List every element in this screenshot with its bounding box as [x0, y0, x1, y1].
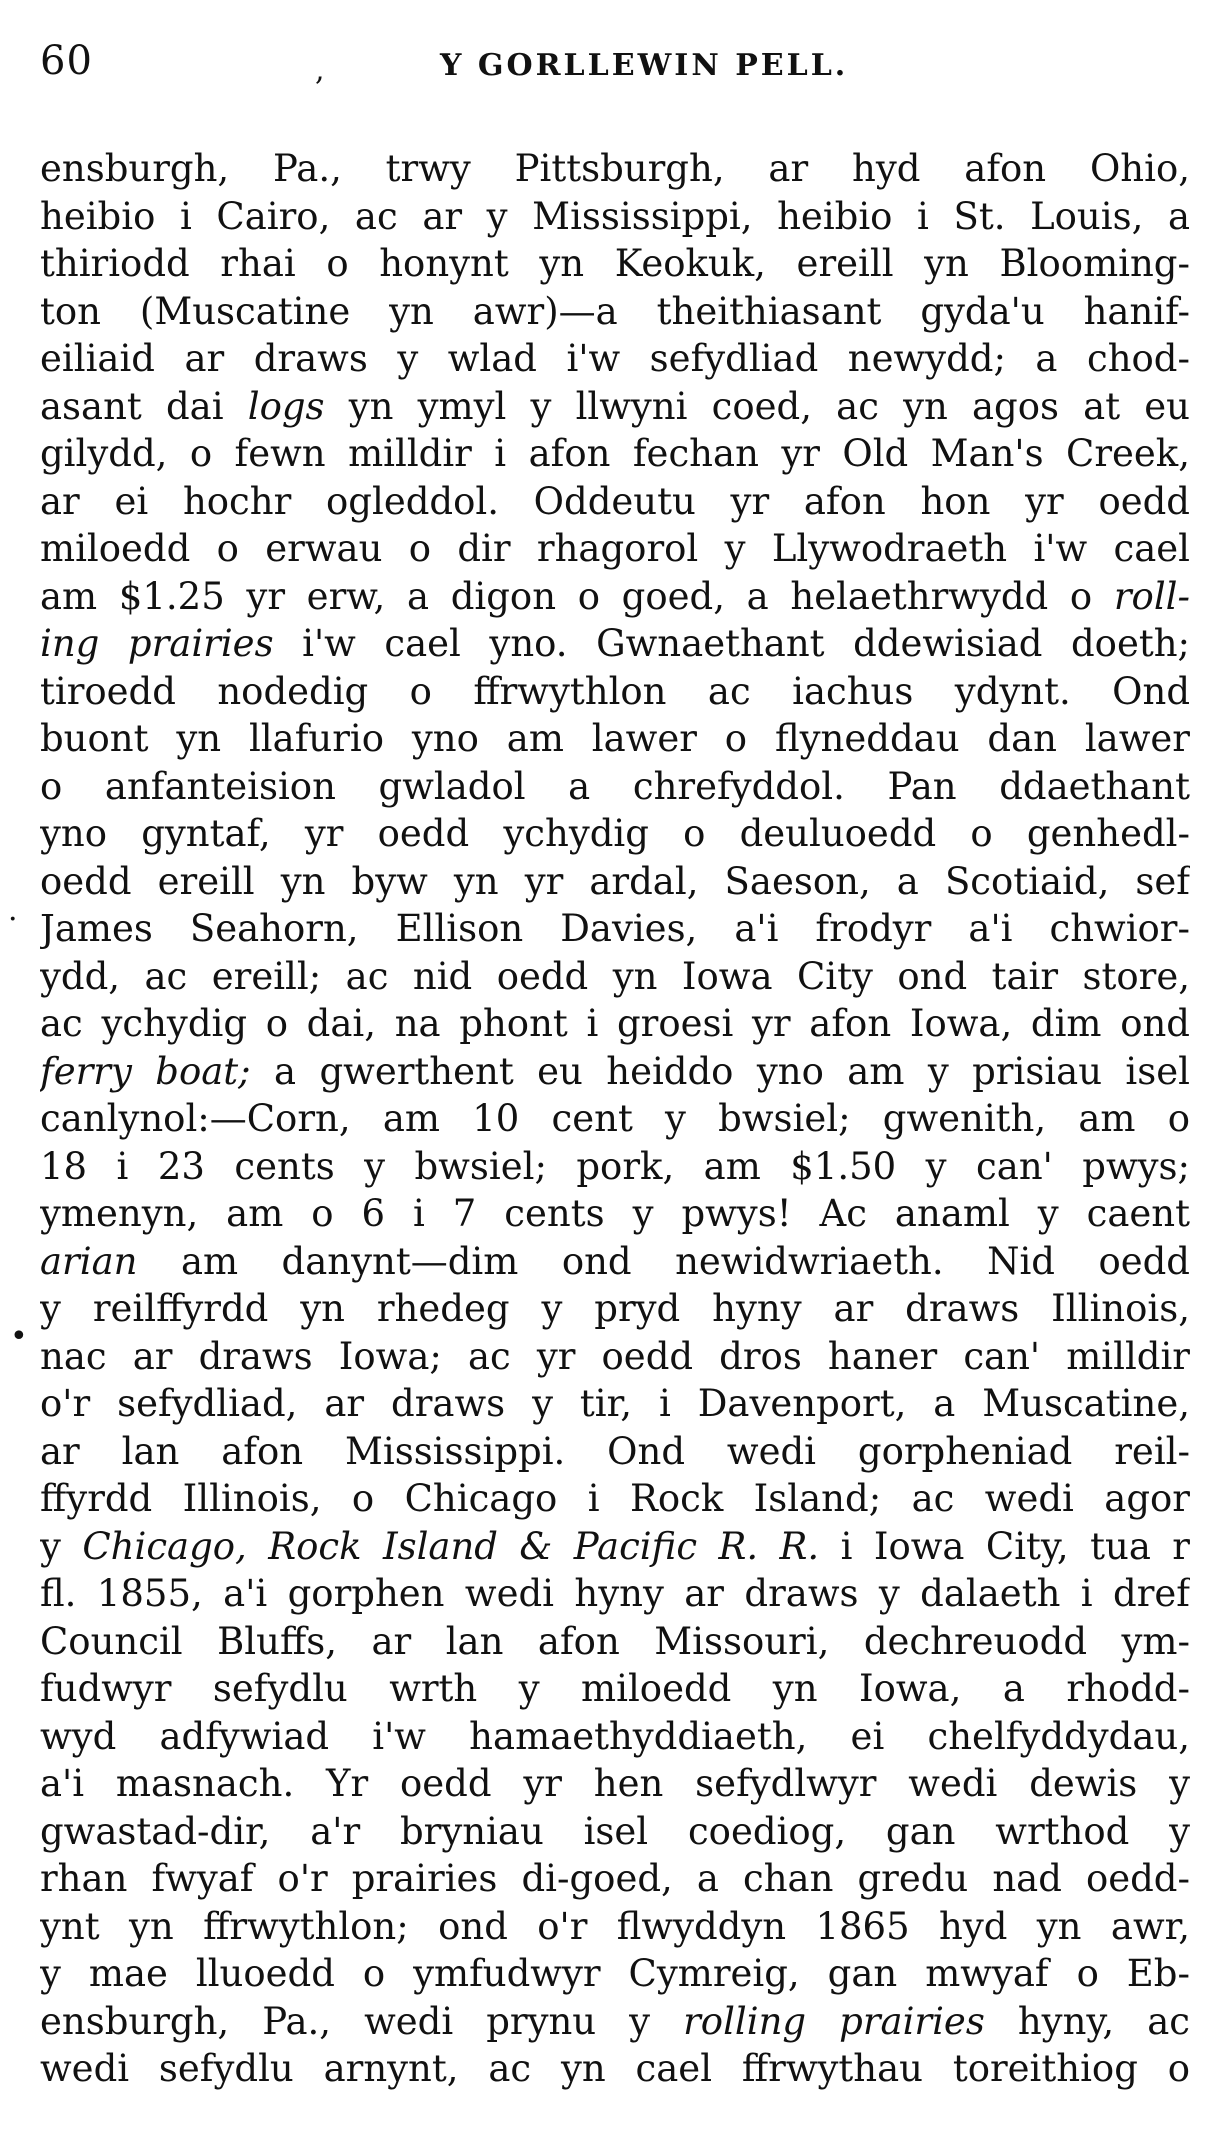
text-run: y reilffyrdd yn rhedeg y pryd hyny ar draws Illinois,	[40, 1287, 1190, 1330]
text-line	[40, 1998, 1190, 2046]
text-line	[40, 1190, 1190, 1238]
text-line	[40, 288, 1190, 336]
text-line	[40, 478, 1190, 526]
text-run: canlynol:—Corn, am 10 cent y bwsiel; gwenith, am o	[40, 1097, 1190, 1140]
text-line	[40, 620, 1190, 668]
text-line	[40, 1285, 1190, 1333]
italic-text: rolling prairies	[683, 1999, 985, 2043]
page-header	[40, 38, 1190, 98]
text-run: ac ychydig o dai, na phont i groesi yr afon Iowa, dim ond	[40, 1002, 1190, 1045]
text-run: ensburgh, Pa., wedi prynu y	[40, 1999, 684, 2043]
text-line	[40, 1665, 1190, 1713]
text-run: thiriodd rhai o honynt yn Keokuk, ereill yn Blooming-	[40, 242, 1190, 285]
text-line	[40, 2045, 1190, 2093]
text-line	[40, 335, 1190, 383]
text-line	[40, 383, 1190, 431]
text-run: o anfanteision gwladol a chrefyddol. Pan ddaethant	[40, 764, 1190, 808]
text-run: y mae lluoedd o ymfudwyr Cymreig, gan mwyaf o Eb-	[40, 1952, 1190, 1995]
text-line	[40, 1523, 1190, 1571]
text-run: i'w cael yno. Gwnaethant ddewisiad doeth;	[273, 622, 1190, 665]
text-line	[40, 1618, 1190, 1666]
text-line	[40, 953, 1190, 1001]
text-run: James Seahorn, Ellison Davies, a'i frodyr a'i chwior-	[40, 907, 1190, 950]
text-line	[40, 1048, 1190, 1096]
text-line	[40, 430, 1190, 478]
text-run: wyd adfywiad i'w hamaethyddiaeth, ei chelfyddydau,	[40, 1714, 1190, 1758]
text-run: ymenyn, am o 6 i 7 cents y pwys! Ac anaml y caent	[40, 1192, 1190, 1235]
text-line	[40, 240, 1190, 288]
page-number: 60	[40, 38, 93, 84]
text-run: a gwerthent eu heiddo yno am y prisiau isel	[250, 1049, 1190, 1093]
header-tick-mark: ,	[315, 53, 325, 88]
text-line	[40, 715, 1190, 763]
text-run: fl. 1855, a'i gorphen wedi hyny ar draws y dalaeth i dref	[40, 1572, 1190, 1615]
text-run: wedi sefydlu arnynt, ac yn cael ffrwythau toreithiog o	[40, 2047, 1190, 2090]
text-run: miloedd o erwau o dir rhagorol y Llywodraeth i'w cael	[40, 527, 1190, 570]
text-run: ton (Muscatine yn awr)—a theithiasant gyda'u hanif-	[40, 289, 1190, 333]
text-run: Council Bluffs, ar lan afon Missouri, dechreuodd ym-	[40, 1619, 1190, 1663]
margin-bullet-mark: •	[10, 1319, 28, 1354]
text-run: ffyrdd Illinois, o Chicago i Rock Island; ac wedi agor	[40, 1477, 1190, 1520]
text-line	[40, 1950, 1190, 1998]
text-line	[40, 905, 1190, 953]
text-run: ar ei hochr ogleddol. Oddeutu yr afon hon yr oedd	[40, 479, 1190, 523]
text-run: y	[40, 1524, 83, 1568]
text-run: hyny, ac	[984, 1999, 1190, 2043]
text-run: fudwyr sefydlu wrth y miloedd yn Iowa, a rhodd-	[40, 1667, 1190, 1710]
text-run: ydd, ac ereill; ac nid oedd yn Iowa City ond tair store,	[40, 954, 1190, 998]
text-line	[40, 1428, 1190, 1476]
text-run: yn ymyl y llwyni coed, ac yn agos at eu	[324, 384, 1190, 428]
text-run: yno gyntaf, yr oedd ychydig o deuluoedd o genhedl-	[40, 812, 1190, 855]
text-line	[40, 1713, 1190, 1761]
text-run: am $1.25 yr erw, a digon o goed, a helaethrwydd o	[40, 574, 1114, 618]
italic-text: ferry boat;	[40, 1049, 251, 1093]
text-run: am danynt—dim ond newidwriaeth. Nid oedd	[137, 1239, 1190, 1283]
text-run: ensburgh, Pa., trwy Pittsburgh, ar hyd afon Ohio,	[40, 147, 1190, 190]
text-run: tiroedd nodedig o ffrwythlon ac iachus ydynt. Ond	[40, 669, 1190, 713]
text-run: heibio i Cairo, ac ar y Mississippi, heibio i St. Louis, a	[40, 194, 1190, 238]
text-line	[40, 858, 1190, 906]
text-line	[40, 145, 1190, 193]
text-line	[40, 573, 1190, 621]
text-run: i Iowa City, tua r	[819, 1524, 1190, 1568]
text-run: ar lan afon Mississippi. Ond wedi gorpheniad reil-	[40, 1429, 1190, 1473]
text-run: rhan fwyaf o'r prairies di-goed, a chan gredu nad oedd-	[40, 1857, 1190, 1900]
text-run: oedd ereill yn byw yn yr ardal, Saeson, a Scotiaid, sef	[40, 859, 1190, 903]
text-run: eiliaid ar draws y wlad i'w sefydliad newydd; a chod-	[40, 337, 1190, 380]
text-line	[40, 1143, 1190, 1191]
text-line	[40, 1475, 1190, 1523]
text-line	[40, 1095, 1190, 1143]
text-run: ynt yn ffrwythlon; ond o'r flwyddyn 1865 hyd yn awr,	[40, 1904, 1190, 1948]
italic-text: roll-	[1113, 574, 1190, 618]
text-line	[40, 1000, 1190, 1048]
text-run: gwastad-dir, a'r bryniau isel coediog, gan wrthod y	[40, 1809, 1190, 1853]
text-line	[40, 1855, 1190, 1903]
text-line	[40, 525, 1190, 573]
text-line	[40, 1380, 1190, 1428]
text-line	[40, 1333, 1190, 1381]
text-line	[40, 1238, 1190, 1286]
running-title: Y GORLLEWIN PELL.	[440, 48, 849, 83]
text-run: asant dai	[40, 384, 248, 428]
text-line	[40, 1808, 1190, 1856]
text-line	[40, 193, 1190, 241]
text-line	[40, 1760, 1190, 1808]
text-run: gilydd, o fewn milldir i afon fechan yr Old Man's Creek,	[40, 432, 1190, 475]
body-text	[40, 145, 1190, 2093]
italic-text: logs	[247, 384, 325, 428]
text-run: 18 i 23 cents y bwsiel; pork, am $1.50 y can' pwys;	[40, 1144, 1190, 1188]
italic-text: ing prairies	[40, 622, 274, 665]
italic-text: Chicago, Rock Island & Pacific R. R.	[82, 1524, 820, 1568]
text-line	[40, 810, 1190, 858]
margin-dot-mark: ·	[8, 902, 18, 937]
text-run: nac ar draws Iowa; ac yr oedd dros haner can' milldir	[40, 1334, 1190, 1378]
italic-text: arian	[40, 1239, 138, 1283]
text-line	[40, 1570, 1190, 1618]
text-line	[40, 763, 1190, 811]
text-run: o'r sefydliad, ar draws y tir, i Davenport, a Muscatine,	[40, 1382, 1190, 1425]
text-run: a'i masnach. Yr oedd yr hen sefydlwyr wedi dewis y	[40, 1762, 1190, 1805]
text-line	[40, 1903, 1190, 1951]
text-line	[40, 668, 1190, 716]
text-run: buont yn llafurio yno am lawer o flyneddau dan lawer	[40, 717, 1190, 760]
